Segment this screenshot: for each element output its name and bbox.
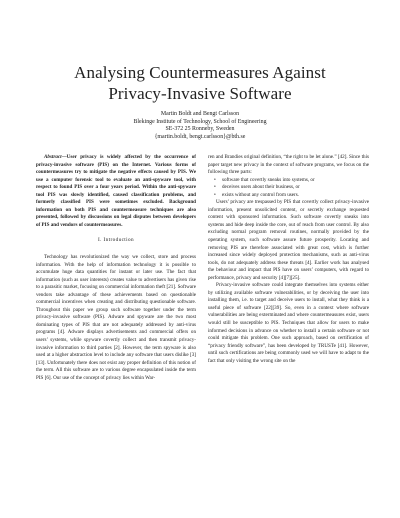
email: {martin.boldt, bengt.carlsson}@bth.se: [154, 133, 246, 140]
intro-paragraph-3: Privacy-invasive software could integrate themselves into systems either by utilizing available software vulnerabilities, or by deceiving the user into installing them, i.e. to target and deceive users to install, what they think is a useful piece of software [22][39]. So, even in a context where software vulnerabilities are being exterminated and where countermeasures exist, users would still be susceptible to PIS. Techniques that allow for users to make informed decisions in advance on whether to install a certain software or not could mitigate this problem. One such approach, based on certification of “privacy friendly software”, has been developed by TRUSTe [41]. However, until such certifications are being commonly used we will have to adapt to the fact that only visiting the wrong site on the: [208, 282, 369, 364]
authors: Martin Boldt and Bengt Carlsson: [160, 111, 240, 117]
privacy-parts-list: [208, 177, 369, 200]
paper-title: [20, 62, 380, 104]
abstract-label: Abstract: [44, 154, 62, 160]
list-item: • exists without any control from users.: [222, 192, 369, 200]
left-column: [36, 154, 196, 382]
author-block: [20, 111, 380, 141]
intro-paragraph-1: Technology has revolutionized the way we collect, store and process information. With the help of information technology it is possible to accumulate huge data quantities for instant or later use. The fact that information (such as user interests) creates value to advertisers has given rise to a parasitic market, focusing on commercial information theft [21]. Software vendors take advantage of these achievements based on questionable commercial incentives when creating and distributing questionable software. Throughout this paper we group such software together under the term privacy-invasive software (PIS). Adware and spyware are the two most dominating types of PIS that are not adequately addressed by anti-virus programs [4]. Adware displays advertisements and commercial offers on users’ systems, while spyware covertly collect and then transmit privacy-invasive information to third parties [2]. However, the term spyware is also used at a higher abstraction level to include any software that users dislike [3][13]. Unfortunately there does not exist any proper definition of this notion of the term. All this software are to various degree encapsulated inside the term PIS [6]. Our use of the concept of privacy lies within War-: [36, 254, 196, 381]
intro-paragraph-2: Users’ privacy are trespassed by PIS that covertly collect privacy-invasive information, present unsolicited content, or secretly exchange requested content with sponsored information. Such software covertly sneaks into systems and hide deep inside the core, out of reach from user control. By also excluding normal program removal routines, normally provided by the operating system, such software assure future prosperity. Locating and removing PIS are therefore associated with great cost, which is further increased since widely deployed protection mechanisms, such as anti-virus tools, do not adequately address these threats [4]. Earlier work has analysed the behaviour and impact that PIS have on users’ computers, with regard to performance, privacy and security [4][7][25].: [208, 199, 369, 281]
section-heading: I. Introduction: [98, 237, 134, 244]
title-line-1: Analysing Countermeasures Against: [74, 63, 326, 82]
list-item: • software that covertly sneaks into systems, or: [222, 177, 369, 185]
address: SE-372 25 Ronneby, Sweden: [165, 126, 235, 133]
affiliation: Blekinge Institute of Technology, School of Engineering: [133, 118, 267, 125]
intro-paragraph-1-continued: ren and Brandies original definition, “the right to be let alone.” [42]. Since this paper target new privacy in the context of software programs, we focus on the following three parts:: [208, 154, 369, 176]
abstract-text: User privacy is widely affected by the occurrence of privacy-invasive software (PIS) on the Internet. Various forms of countermeasures try to mitigate the negative effects caused by PIS. We use a computer forensic tool to evaluate an anti-spyware tool, with respect to found PIS over a four years period. Within the anti-spyware tool PIS was slowly identified, caused classification problems, and formerly classified PIS were sometimes excluded. Background information on both PIS and countermeasure techniques are also presented, followed by discussions on legal disputes between developers of PIS and vendors of countermeasures.: [36, 154, 196, 228]
title-line-2: Privacy-Invasive Software: [108, 84, 292, 103]
right-column: [208, 154, 369, 365]
abstract: Abstract—User privacy is widely affected by the occurrence of privacy-invasive software (PIS) on the Internet. Various forms of countermeasures try to mitigate the negative effects caused by PIS. We use a computer forensic tool to evaluate an anti-spyware tool, with respect to found PIS over a four years period. Within the anti-spyware tool PIS was slowly identified, caused classification problems, and formerly classified PIS were sometimes excluded. Background information on both PIS and countermeasure techniques are also presented, followed by discussions on legal disputes between developers of PIS and vendors of countermeasures.: [36, 154, 196, 228]
list-item: • deceives users about their business, or: [222, 184, 369, 192]
